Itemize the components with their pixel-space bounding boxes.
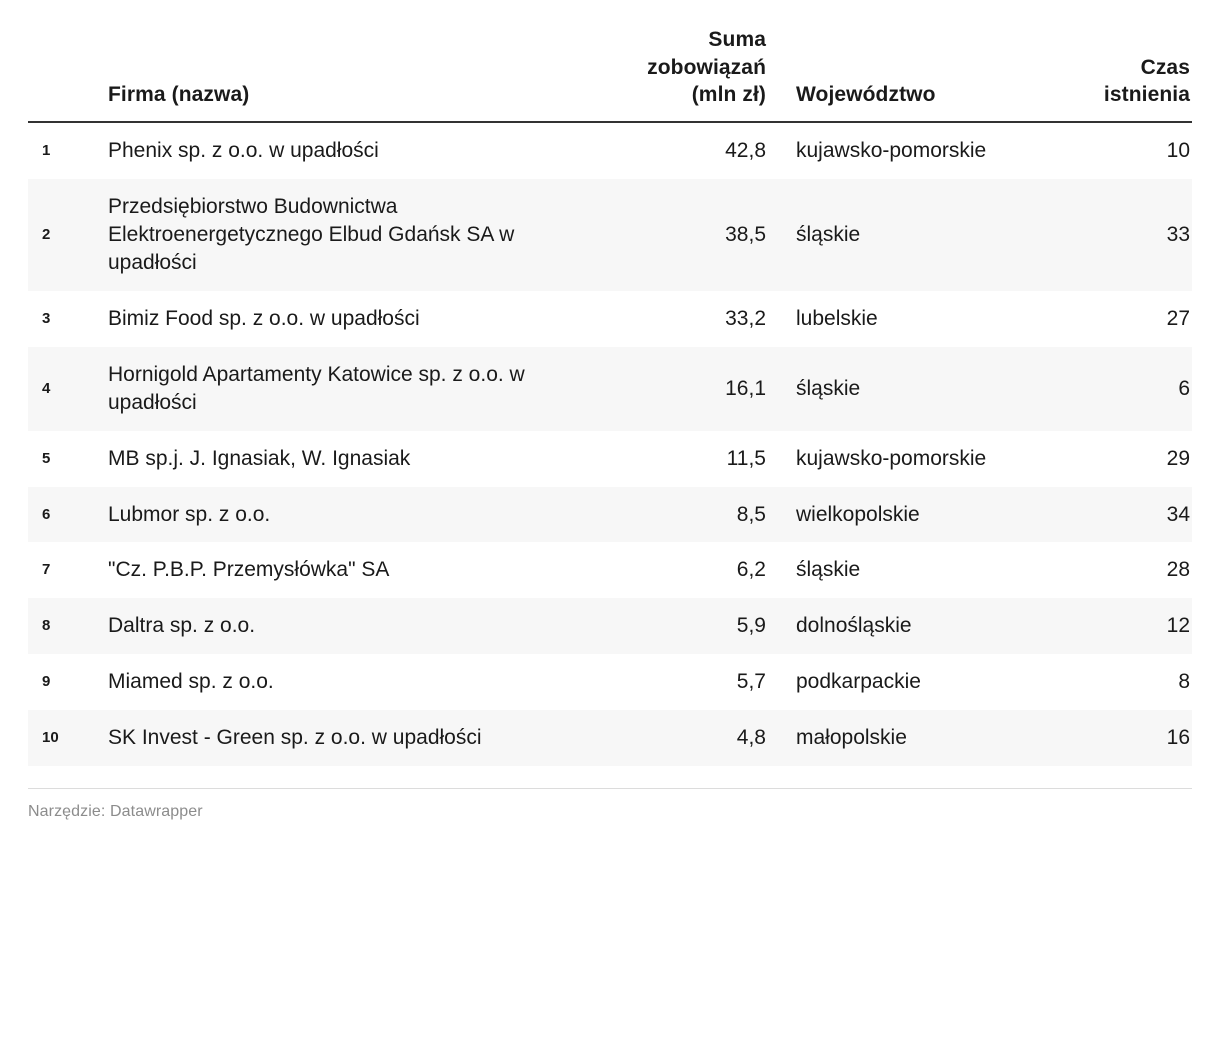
cell-suma: 42,8 bbox=[574, 122, 774, 179]
table-row bbox=[28, 487, 1192, 543]
cell-czas: 8 bbox=[1046, 654, 1192, 710]
column-header-suma-line3: (mln zł) bbox=[691, 83, 766, 107]
cell-wojewodztwo: kujawsko-pomorskie bbox=[774, 431, 1046, 487]
column-header-wojewodztwo[interactable] bbox=[774, 26, 1046, 122]
cell-suma: 5,7 bbox=[574, 654, 774, 710]
table-row bbox=[28, 542, 1192, 598]
cell-czas: 6 bbox=[1046, 347, 1192, 431]
cell-wojewodztwo: śląskie bbox=[774, 542, 1046, 598]
cell-czas: 27 bbox=[1046, 291, 1192, 347]
cell-firma: MB sp.j. J. Ignasiak, W. Ignasiak bbox=[106, 431, 574, 487]
column-header-czas-line2: istnienia bbox=[1103, 83, 1190, 107]
cell-suma: 5,9 bbox=[574, 598, 774, 654]
cell-rank: 3 bbox=[28, 291, 106, 347]
cell-wojewodztwo: śląskie bbox=[774, 179, 1046, 291]
table-header bbox=[28, 26, 1192, 122]
table-row bbox=[28, 654, 1192, 710]
table-row bbox=[28, 431, 1192, 487]
cell-firma: Daltra sp. z o.o. bbox=[106, 598, 574, 654]
cell-firma: SK Invest - Green sp. z o.o. w upadłości bbox=[106, 710, 574, 766]
cell-rank: 5 bbox=[28, 431, 106, 487]
column-header-suma-line2: zobowiązań bbox=[647, 55, 766, 79]
cell-suma: 6,2 bbox=[574, 542, 774, 598]
cell-rank: 10 bbox=[28, 710, 106, 766]
cell-suma: 33,2 bbox=[574, 291, 774, 347]
cell-czas: 16 bbox=[1046, 710, 1192, 766]
cell-wojewodztwo: śląskie bbox=[774, 347, 1046, 431]
cell-czas: 10 bbox=[1046, 122, 1192, 179]
cell-rank: 8 bbox=[28, 598, 106, 654]
cell-suma: 8,5 bbox=[574, 487, 774, 543]
cell-firma: Bimiz Food sp. z o.o. w upadłości bbox=[106, 291, 574, 347]
column-header-suma[interactable] bbox=[574, 26, 774, 122]
cell-wojewodztwo: podkarpackie bbox=[774, 654, 1046, 710]
cell-rank: 4 bbox=[28, 347, 106, 431]
cell-rank: 9 bbox=[28, 654, 106, 710]
cell-firma: "Cz. P.B.P. Przemysłówka" SA bbox=[106, 542, 574, 598]
cell-czas: 33 bbox=[1046, 179, 1192, 291]
table-row bbox=[28, 291, 1192, 347]
data-table bbox=[28, 26, 1192, 766]
column-header-firma-line1: Firma (nazwa) bbox=[108, 83, 250, 107]
cell-rank: 7 bbox=[28, 542, 106, 598]
cell-firma: Lubmor sp. z o.o. bbox=[106, 487, 574, 543]
table-row bbox=[28, 710, 1192, 766]
cell-rank: 6 bbox=[28, 487, 106, 543]
table-row bbox=[28, 122, 1192, 179]
cell-wojewodztwo: kujawsko-pomorskie bbox=[774, 122, 1046, 179]
table-body bbox=[28, 122, 1192, 766]
cell-firma: Hornigold Apartamenty Katowice sp. z o.o. w upadłości bbox=[106, 347, 574, 431]
cell-czas: 34 bbox=[1046, 487, 1192, 543]
cell-czas: 29 bbox=[1046, 431, 1192, 487]
column-header-firma[interactable] bbox=[106, 26, 574, 122]
cell-firma: Phenix sp. z o.o. w upadłości bbox=[106, 122, 574, 179]
table-row bbox=[28, 598, 1192, 654]
cell-rank: 2 bbox=[28, 179, 106, 291]
cell-wojewodztwo: lubelskie bbox=[774, 291, 1046, 347]
table-chart-container bbox=[0, 26, 1220, 1052]
cell-wojewodztwo: małopolskie bbox=[774, 710, 1046, 766]
cell-czas: 12 bbox=[1046, 598, 1192, 654]
cell-firma: Miamed sp. z o.o. bbox=[106, 654, 574, 710]
chart-credit: Narzędzie: Datawrapper bbox=[28, 788, 1192, 821]
column-header-czas[interactable] bbox=[1046, 26, 1192, 122]
cell-firma: Przedsiębiorstwo Budownictwa Elektroenergetycznego Elbud Gdańsk SA w upadłości bbox=[106, 179, 574, 291]
table-row bbox=[28, 347, 1192, 431]
column-header-wojewodztwo-line1: Województwo bbox=[796, 83, 936, 107]
cell-wojewodztwo: wielkopolskie bbox=[774, 487, 1046, 543]
column-header-czas-line1: Czas bbox=[1140, 55, 1190, 79]
column-header-rank bbox=[28, 26, 106, 122]
cell-rank: 1 bbox=[28, 122, 106, 179]
cell-czas: 28 bbox=[1046, 542, 1192, 598]
cell-suma: 16,1 bbox=[574, 347, 774, 431]
cell-wojewodztwo: dolnośląskie bbox=[774, 598, 1046, 654]
cell-suma: 11,5 bbox=[574, 431, 774, 487]
cell-suma: 38,5 bbox=[574, 179, 774, 291]
column-header-suma-line1: Suma bbox=[708, 28, 766, 51]
table-row bbox=[28, 179, 1192, 291]
cell-suma: 4,8 bbox=[574, 710, 774, 766]
